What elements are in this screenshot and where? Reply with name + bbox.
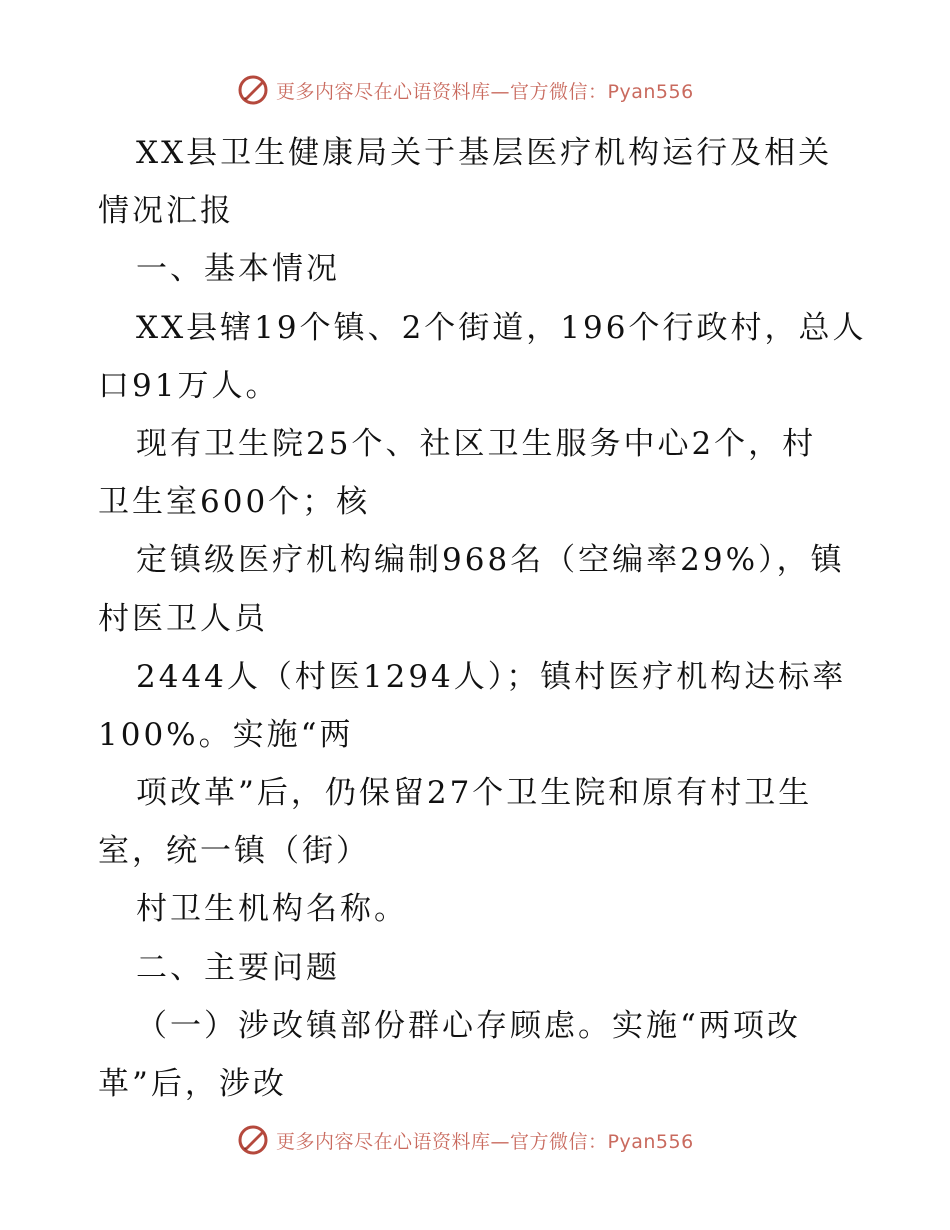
paragraph-line: 村卫生机构名称。 (136, 891, 408, 928)
paragraph-line: 室，统一镇（街） (98, 833, 370, 870)
paragraph-line: XX县辖19个镇、2个街道，196个行政村，总人 (136, 309, 867, 346)
footer-watermark (236, 1122, 694, 1158)
document-title-line-1: XX县卫生健康局关于基层医疗机构运行及相关 (136, 135, 833, 171)
watermark-text: 更多内容尽在心语资料库—官方微信：Pyan556 (276, 1130, 694, 1153)
quill-pen-circle-icon (236, 1123, 270, 1157)
paragraph-line: 卫生室600个；核 (98, 484, 371, 521)
watermark-text: 更多内容尽在心语资料库—官方微信：Pyan556 (276, 80, 694, 103)
quill-pen-circle-icon (236, 73, 270, 107)
document-body (98, 124, 867, 1113)
paragraph-line: 定镇级医疗机构编制968名（空编率29%），镇 (136, 542, 845, 579)
section-heading-basic: 一、基本情况 (136, 251, 340, 288)
paragraph-line: 100%。实施“两 (98, 716, 354, 753)
paragraph-line: 项改革”后，仍保留27个卫生院和原有村卫生 (136, 775, 813, 812)
paragraph-line: 村医卫人员 (98, 600, 268, 637)
document-title-line-2: 情况汇报 (98, 193, 234, 230)
section-heading-problems: 二、主要问题 (136, 949, 340, 986)
header-watermark (236, 72, 694, 108)
paragraph-line: 现有卫生院25个、社区卫生服务中心2个，村 (136, 425, 817, 462)
paragraph-line: 口91万人。 (98, 367, 280, 404)
paragraph-line: 2444人（村医1294人）；镇村医疗机构达标率 (136, 658, 847, 695)
paragraph-line: （一）涉改镇部份群心存顾虑。实施“两项改 (136, 1007, 801, 1044)
paragraph-line: 革”后，涉改 (98, 1066, 287, 1102)
